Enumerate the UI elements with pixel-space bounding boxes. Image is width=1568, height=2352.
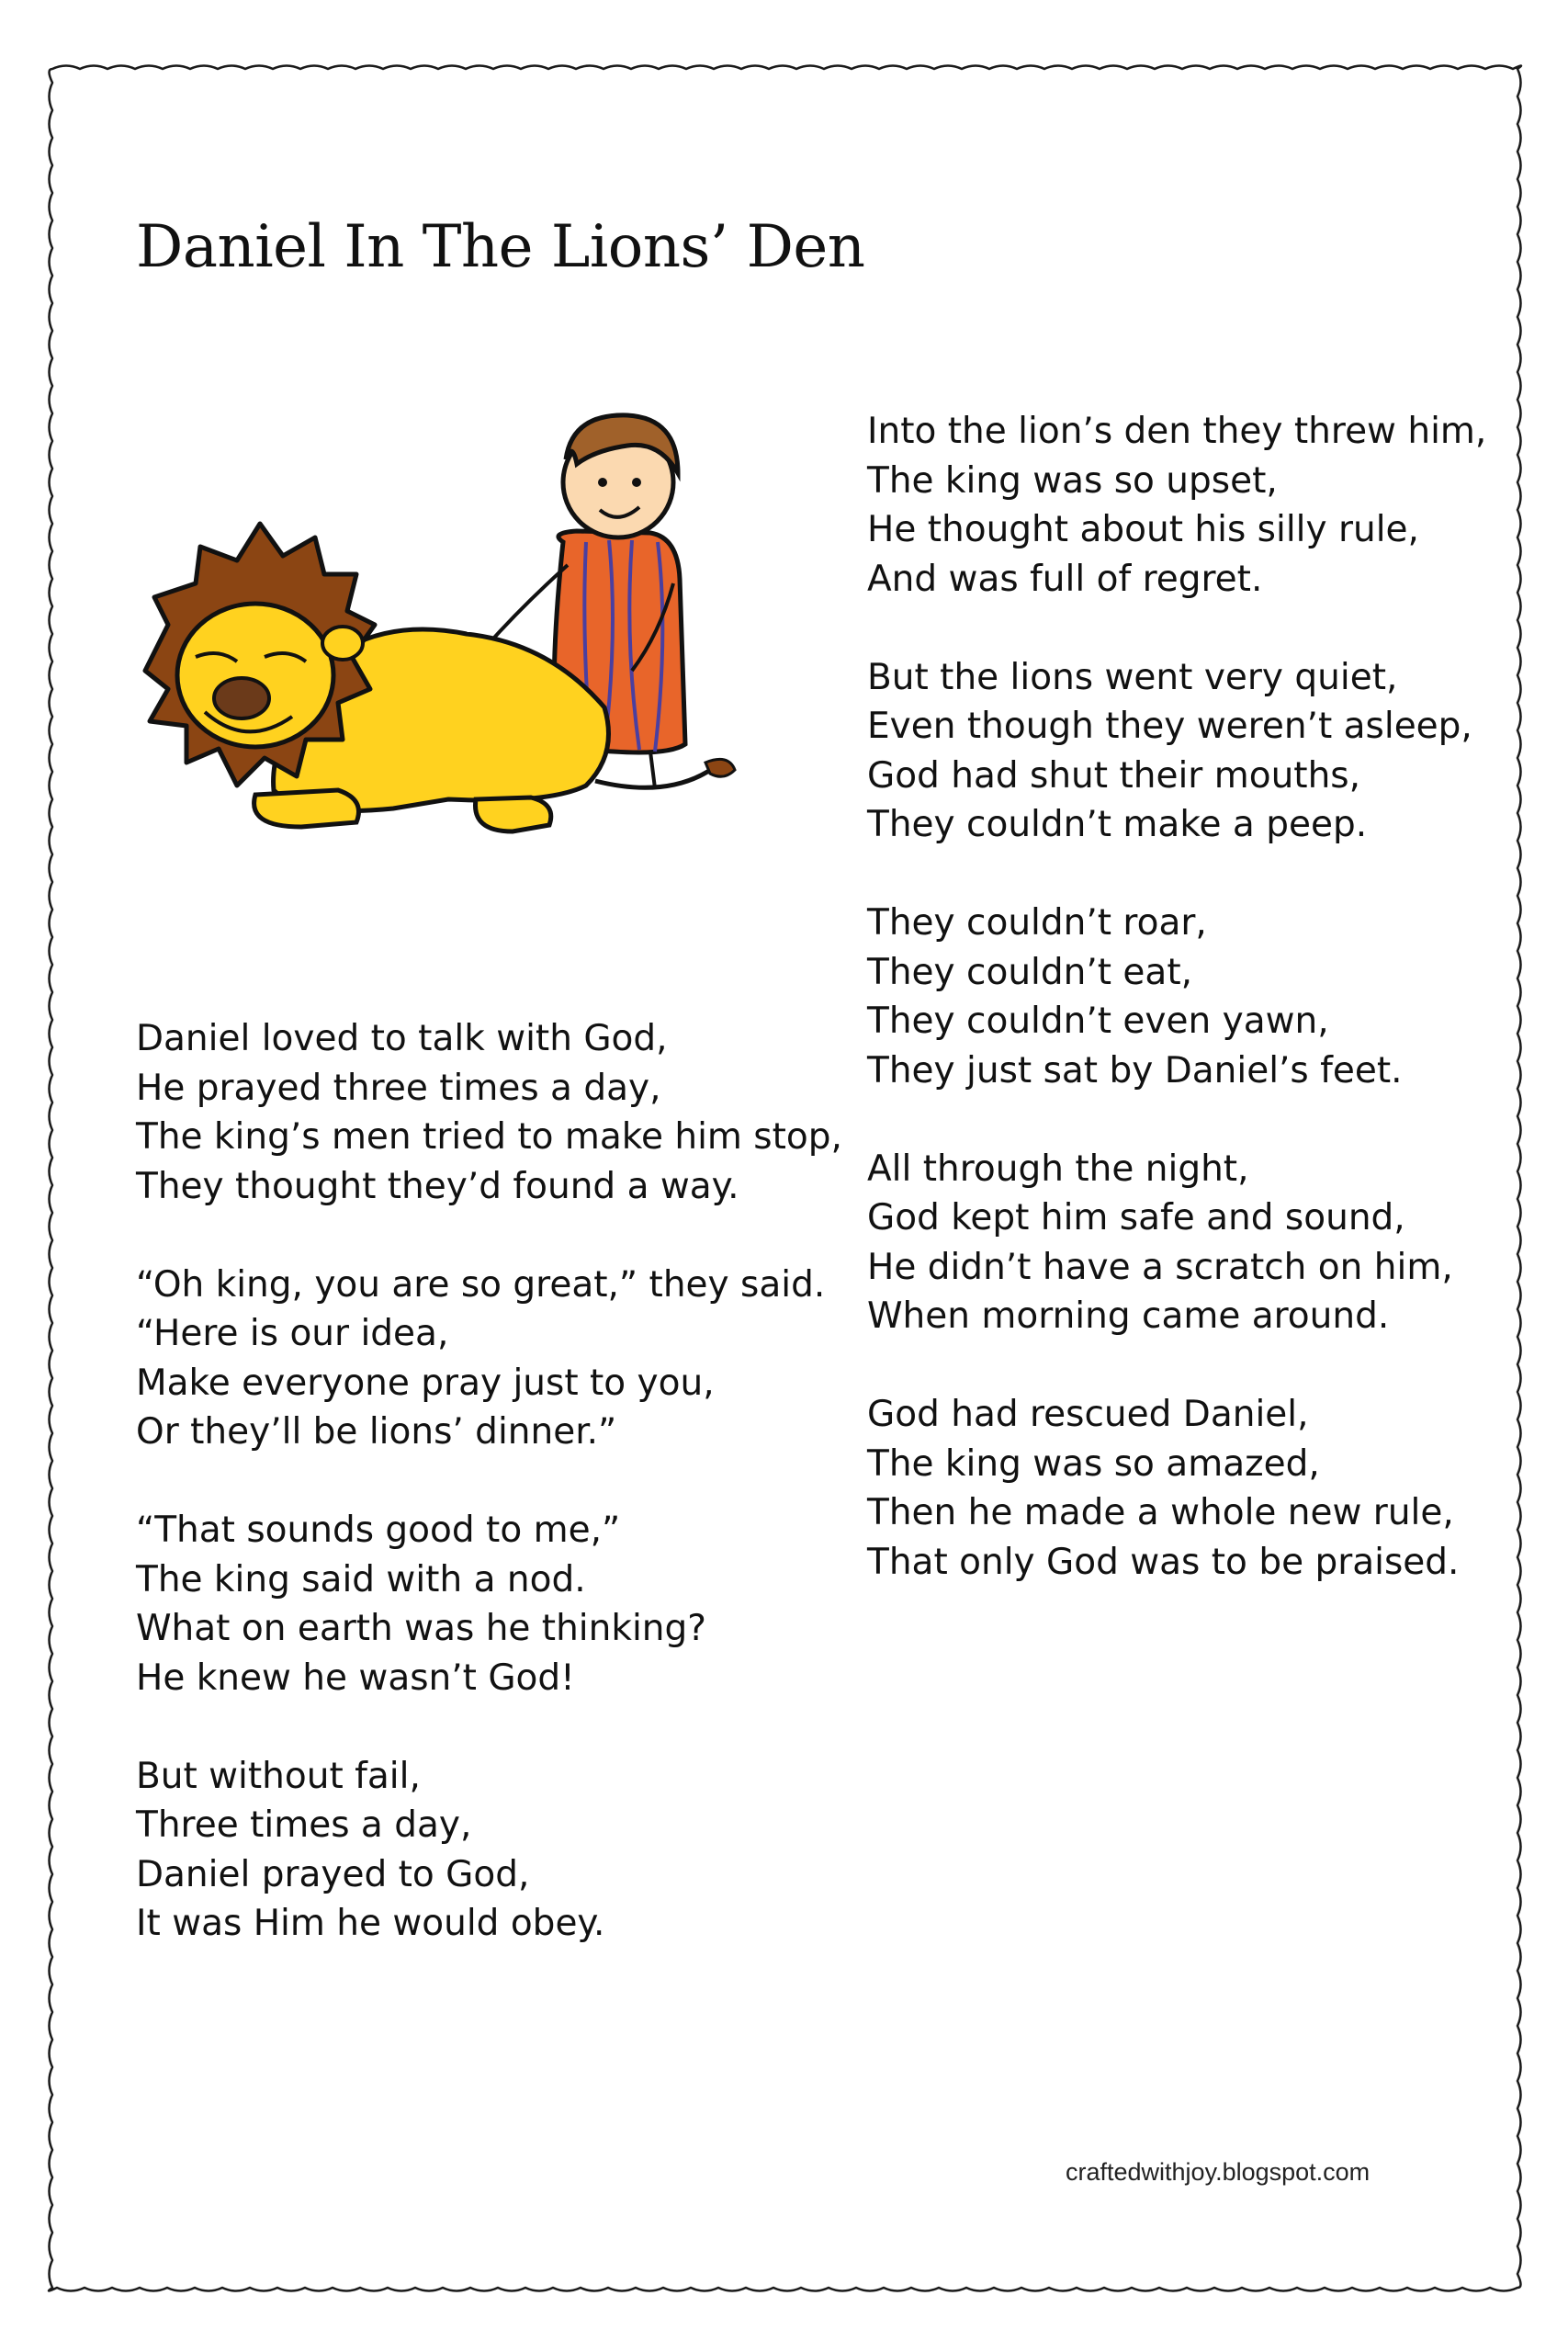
poem-left-column (136, 1014, 842, 1997)
poem-stanza (867, 407, 1510, 604)
poem-stanza (136, 1752, 834, 1949)
poem-line: “Here is our idea, (136, 1313, 449, 1354)
poem-line: When morning came around. (867, 1295, 1390, 1337)
poem-line: God kept him safe and sound, (867, 1197, 1405, 1238)
poem-stanza (867, 1145, 1510, 1341)
poem-line: But without fail, (136, 1755, 421, 1797)
footer-credit: craftedwithjoy.blogspot.com (1066, 2158, 1371, 2186)
poem-line: Daniel loved to talk with God, (136, 1018, 668, 1059)
poem-line: The king was so upset, (867, 459, 1278, 502)
poem-line: They couldn’t make a peep. (867, 804, 1368, 845)
poem-line: Into the lion’s den they threw him, (867, 411, 1487, 452)
poem-stanza (867, 653, 1510, 850)
poem-line: They just sat by Daniel’s feet. (867, 1049, 1403, 1091)
poem-line: The king was so amazed, (867, 1442, 1320, 1485)
lion-face (177, 604, 333, 747)
poem-line: Daniel prayed to God, (136, 1853, 530, 1895)
poem-line: Even though they weren’t asleep, (867, 706, 1472, 747)
poem-line: He prayed three times a day, (136, 1067, 661, 1109)
poem-line: God had rescued Daniel, (867, 1394, 1309, 1435)
poem-line: They couldn’t roar, (867, 902, 1207, 944)
poem-line: They couldn’t even yawn, (867, 1001, 1329, 1042)
daniel-and-lion-illustration (118, 395, 779, 937)
poem-line: Make everyone pray just to you, (136, 1362, 715, 1404)
poem-line: But the lions went very quiet, (867, 656, 1398, 698)
poem-stanza (136, 1506, 834, 1702)
poem-line: The king’s men tried to make him stop, (136, 1116, 842, 1158)
poem-line: They couldn’t eat, (867, 951, 1193, 993)
poem-line: And was full of regret. (867, 558, 1263, 600)
poem-stanza (867, 899, 1510, 1095)
poem-line: Three times a day, (136, 1804, 472, 1846)
poem-line: Or they’ll be lions’ dinner.” (136, 1411, 617, 1453)
poem-line: He knew he wasn’t God! (136, 1657, 575, 1699)
page-title: Daniel In The Lions’ Den (136, 213, 865, 281)
poem-stanza (867, 1390, 1510, 1587)
poem-line: “Oh king, you are so great,” they said. (136, 1263, 826, 1306)
poem-line: “That sounds good to me,” (136, 1510, 621, 1551)
poem-stanza (136, 1014, 842, 1211)
poem-line: He didn’t have a scratch on him, (867, 1246, 1453, 1288)
poem-line: They thought they’d found a way. (136, 1165, 739, 1207)
poem-stanza (136, 1261, 834, 1457)
poem-line: He thought about his silly rule, (867, 509, 1419, 550)
poem-line: The king said with a nod. (136, 1558, 586, 1600)
poem-line: That only God was to be praised. (867, 1541, 1460, 1583)
poem-line: Then he made a whole new rule, (867, 1492, 1454, 1533)
poem-line: All through the night, (867, 1148, 1249, 1190)
poem-line: What on earth was he thinking? (136, 1608, 706, 1649)
poem-right-column (867, 407, 1510, 1636)
poem-line: God had shut their mouths, (867, 754, 1361, 797)
poem-line: It was Him he would obey. (136, 1903, 605, 1944)
